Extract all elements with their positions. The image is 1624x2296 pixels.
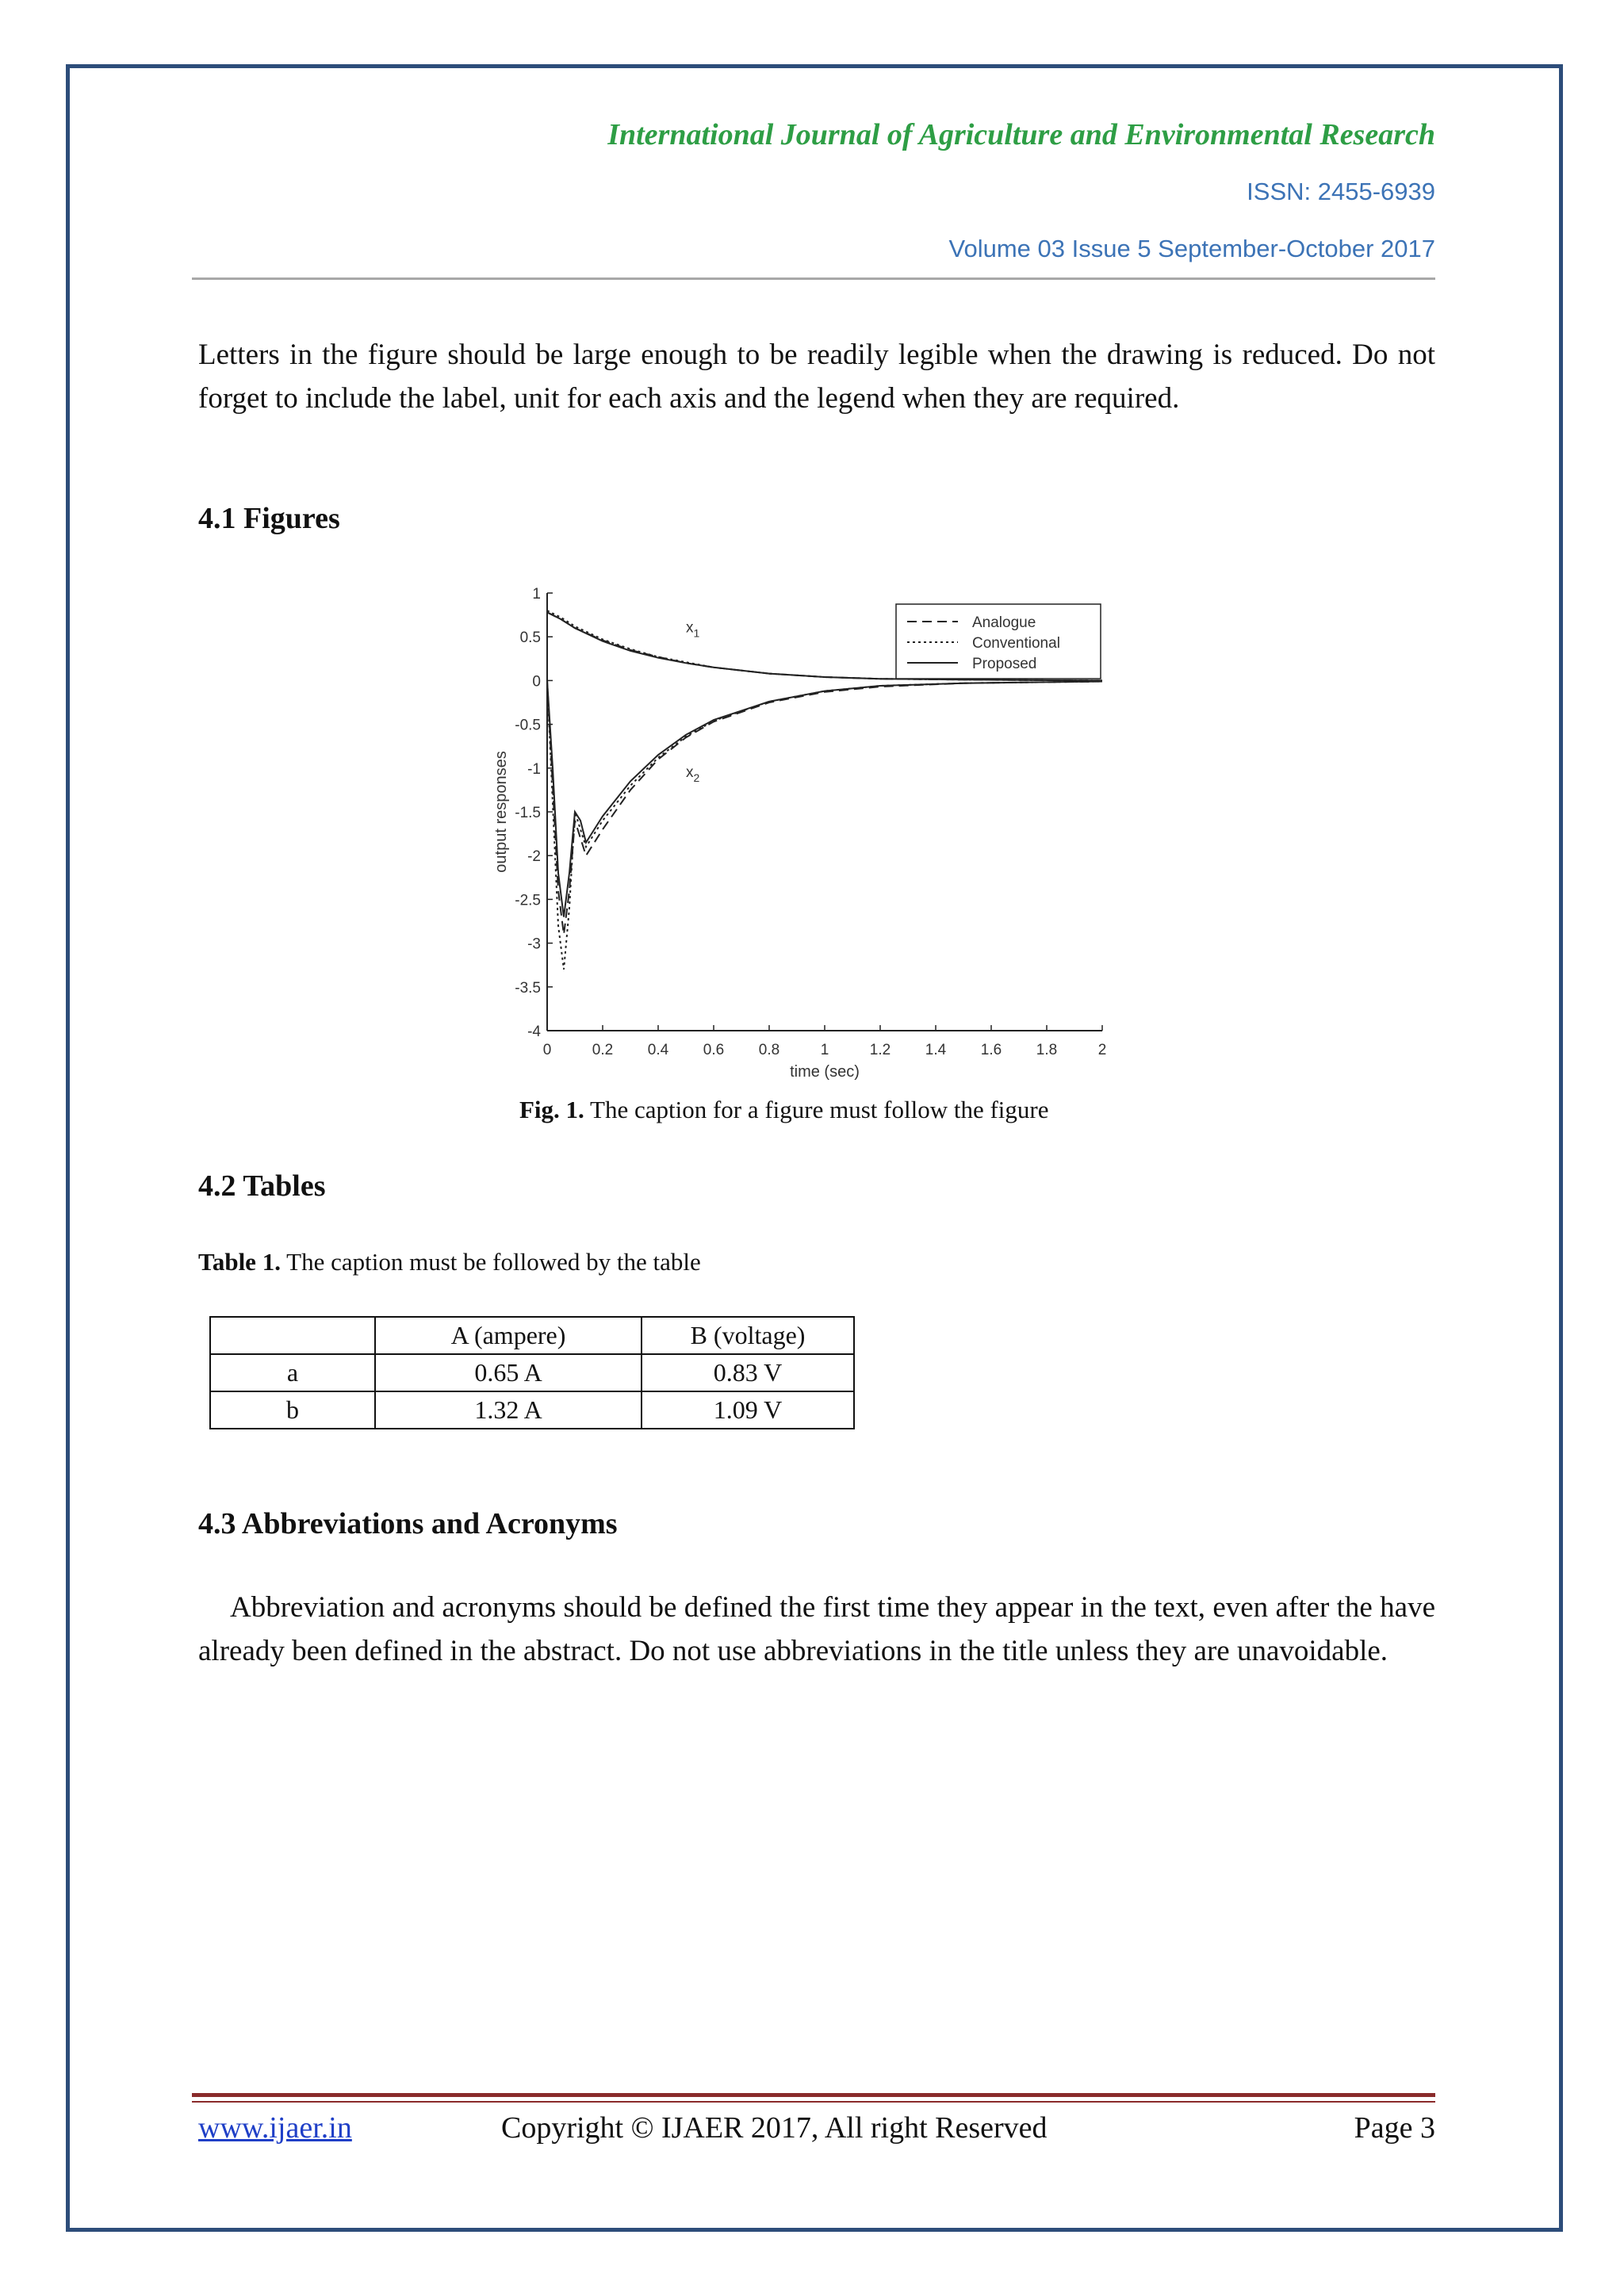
- y-tick-label: -0.5: [515, 717, 541, 734]
- section-heading-tables: 4.2 Tables: [198, 1169, 326, 1203]
- journal-title: International Journal of Agriculture and Environmental Research: [607, 118, 1435, 151]
- table-row: [210, 1354, 854, 1391]
- y-tick-label: -1: [527, 760, 541, 778]
- y-tick-label: -2: [527, 848, 541, 866]
- footer-divider-thick: [192, 2093, 1435, 2097]
- figure-caption-text: The caption for a figure must follow the figure: [590, 1096, 1049, 1123]
- table-header-cell: A (ampere): [375, 1317, 642, 1354]
- table-caption-text: The caption must be followed by the table: [286, 1248, 701, 1276]
- y-tick-label: -2.5: [515, 892, 541, 909]
- series-line-conventional-x2: [547, 680, 1102, 969]
- table-cell: 0.83 V: [642, 1354, 854, 1391]
- section-heading-abbreviations: 4.3 Abbreviations and Acronyms: [198, 1507, 618, 1540]
- table-cell: 1.09 V: [642, 1391, 854, 1429]
- table-cell: 1.32 A: [375, 1391, 642, 1429]
- table-caption: [198, 1248, 701, 1276]
- x-tick-label: 0.6: [703, 1042, 725, 1058]
- table-row: [210, 1391, 854, 1429]
- y-tick-label: 1: [532, 586, 541, 603]
- section-heading-figures: 4.1 Figures: [198, 502, 340, 535]
- curve-annotation-x1: $x_1$: [686, 619, 700, 640]
- x-tick-label: 1: [820, 1042, 829, 1058]
- table-header-cell: [210, 1317, 375, 1354]
- x-tick-label: 0.2: [592, 1042, 614, 1058]
- y-tick-label: 0.5: [519, 629, 541, 647]
- output-response-chart: [484, 579, 1118, 1086]
- x-tick-label: 0.4: [647, 1042, 669, 1058]
- y-tick-label: -3.5: [515, 979, 541, 997]
- curve-annotation-x2: $x_2$: [686, 763, 700, 784]
- y-tick-label: -4: [527, 1024, 541, 1040]
- volume-issue-label: Volume 03 Issue 5 September-October 2017: [948, 235, 1435, 262]
- copyright-notice: Copyright © IJAER 2017, All right Reserved: [501, 2111, 1048, 2145]
- legend-label-proposed: Proposed: [972, 656, 1037, 672]
- table-header-cell: B (voltage): [642, 1317, 854, 1354]
- x-tick-label: 2: [1097, 1042, 1107, 1058]
- issn-label: ISSN: 2455-6939: [1247, 178, 1435, 205]
- figure-caption: [519, 1096, 1049, 1124]
- data-table: [209, 1316, 855, 1429]
- x-tick-label: 1.2: [869, 1042, 891, 1058]
- intro-paragraph: Letters in the figure should be large enough to be readily legible when the drawing is reduced. Do not forget to include the label, unit for each axis and the legend when they are required.: [198, 339, 1435, 415]
- header-divider: [192, 277, 1435, 280]
- y-tick-label: -1.5: [515, 805, 541, 821]
- table-cell: b: [210, 1391, 375, 1429]
- x-tick-label: 0.8: [758, 1042, 780, 1058]
- y-axis-label: output responses: [492, 751, 510, 873]
- series-line-analogue-x2: [547, 680, 1102, 934]
- table-header-row: [210, 1317, 854, 1354]
- x-tick-label: 1.8: [1036, 1042, 1058, 1058]
- table-cell: a: [210, 1354, 375, 1391]
- abbreviations-paragraph: Abbreviation and acronyms should be defined the first time they appear in the text, even after the have already been defined in the abstract. Do not use abbreviations in the title unless they are unavoidable.: [198, 1591, 1435, 1667]
- legend-label-analogue: Analogue: [972, 614, 1036, 631]
- y-tick-label: -3: [527, 936, 541, 953]
- journal-website-link[interactable]: www.ijaer.in: [198, 2111, 352, 2145]
- x-tick-label: 1.4: [925, 1042, 947, 1058]
- figure-caption-label: Fig. 1.: [519, 1096, 584, 1123]
- x-tick-label: 0: [542, 1042, 552, 1058]
- y-tick-label: 0: [532, 673, 541, 691]
- x-axis-label: time (sec): [790, 1063, 860, 1081]
- page-number: Page 3: [1354, 2111, 1435, 2145]
- footer-divider-thin: [192, 2101, 1435, 2103]
- x-tick-label: 1.6: [980, 1042, 1002, 1058]
- series-line-proposed-x2: [547, 680, 1102, 916]
- table-caption-label: Table 1.: [198, 1248, 281, 1276]
- table-cell: 0.65 A: [375, 1354, 642, 1391]
- legend-label-conventional: Conventional: [972, 635, 1060, 652]
